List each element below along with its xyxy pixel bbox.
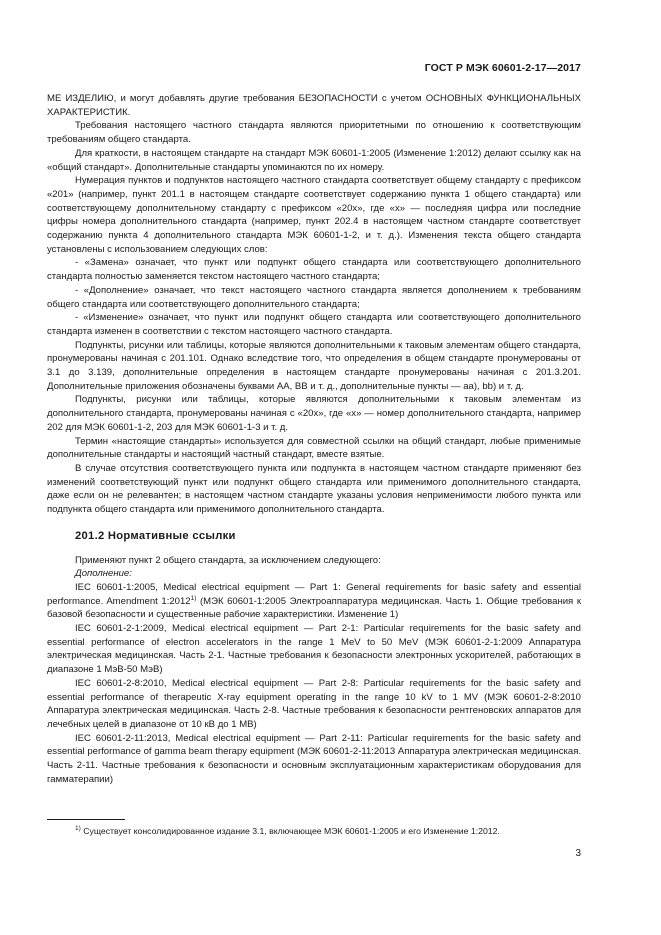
paragraph: Подпункты, рисунки или таблицы, которые являются дополнительными к таковым элементам из дополнительного стандарта, пронумерованы начиная с «20x», где «x» — номер дополнительного стандарта, например 202 для МЭК 60601-1-2, 203 для МЭК 60601-1-3 и т. д. [47,394,581,433]
reference-text: (МЭК 60601-1:2005 Электроаппаратура медицинская. Часть 1. Общие требования к базовой безопасности и существенные рабочие характеристики. Изменение 1) [47,595,582,621]
list-item: - «Дополнение» означает, что текст настоящего частного стандарта является дополнением к требованиям общего стандарта или соответствующего дополнительного стандарта; [47,284,581,310]
footnote-divider [47,819,125,820]
paragraph: Требования настоящего частного стандарта являются приоритетными по отношению к соответствующим требованиям общего стандарта. [47,120,581,146]
paragraph: Нумерация пунктов и подпунктов настоящего частного стандарта соответствует общему стандарту с префиксом «201» (например, пункт 201.1 в настоящем стандарте соответствует содержанию пункта 1 общего стандарта) или соответствующему дополнительному стандарту с префиксом «20x», где «x» — последняя цифра или последние цифры номера дополнительного стандарта (например, пункт 202.4 в настоящем частном стандарте соответствует содержанию пункта 4 дополнительного стандарта МЭК 60601-1-2, и т. д.). Изменения текста общего стандарта установлены с использованием следующих слов: [47,175,581,255]
footnote-marker: 1) [190,594,197,602]
reference-text: IEC 60601-1:2005, Medical electrical equipment — Part 1: General requirements for basic safety and essential performance. Amendment 1:2012 [47,581,581,607]
footnote-text: Существует консолидированное издание 3.1, включающее МЭК 60601-1:2005 и его Изменение 1:2012. [83,826,500,836]
section-heading: 201.2 Нормативные ссылки [75,529,236,542]
document-header: ГОСТ Р МЭК 60601-2-17—2017 [424,62,581,74]
normative-reference: IEC 60601-2-8:2010, Medical electrical equipment — Part 2-8: Particular requirements for the basic safety and essential performance of therapeutic X-ray equipment operating in the range 10 kV to 1 MV (МЭК 60601-2-8:2010 Аппаратура электрическая медицинская. Часть 2-8. Частные требования к безопасности рентгеновских аппаратов для лечебных целей в диапазоне от 10 кВ до 1 MB) [47,677,581,730]
page-number: 3 [575,848,581,859]
list-item: - «Замена» означает, что пункт или подпункт общего стандарта или соответствующего дополнительного стандарта полностью заменяется текстом настоящего частного стандарта; [47,257,581,283]
paragraph: В случае отсутствия соответствующего пункта или подпункта в настоящем частном стандарте применяют без изменений соответствующий пункт или подпункт общего стандарта или применимого дополнительного стандарта, даже если он не релевантен; в настоящем частном стандарте указаны условия неприменимости любого пункта или подпункта общего стандарта или применимого дополнительного стандарта. [47,462,581,516]
addition-label: Дополнение: [75,568,132,580]
paragraph: Термин «настоящие стандарты» используется для совместной ссылки на общий стандарт, любые применимые дополнительные стандарты и настоящий частный стандарт, вместе взятые. [47,435,581,461]
list-item: - «Изменение» означает, что пункт или подпункт общего стандарта или соответствующего дополнительного стандарта изменен в соответствии с текстом настоящего частного стандарта. [47,312,581,337]
footnote [75,825,581,837]
footnote-marker: 1) [75,825,81,833]
normative-reference: IEC 60601-2-1:2009, Medical electrical equipment — Part 2-1: Particular requirements for the basic safety and essential performance of electron accelerators in the range 1 MeV to 50 MeV (МЭК 60601-2-1:2009 Аппаратура электрическая медицинская. Часть 2-1. Частные требования к безопасности электронных ускорителей, работающих в диапазоне 1 МэВ-50 МэВ) [47,623,581,676]
section-intro: Применяют пункт 2 общего стандарта, за исключением следующего: [75,554,381,566]
paragraph: Подпункты, рисунки или таблицы, которые являются дополнительными к таковым элементам общего стандарта, пронумерованы начиная с 201.101. Однако вследствие того, что определения в общем стандарте пронумерованы от 3.1 до 3.139, дополнительные определения в настоящем стандарте пронумерованы начиная с 201.3.201. Дополнительные приложения обозначены буквами АА, ВВ и т. д., дополнительные пункты — aa), bb) и т. д. [47,339,581,392]
paragraph: Для краткости, в настоящем стандарте на стандарт МЭК 60601-1:2005 (Изменение 1:2012) делают ссылку как на «общий стандарт». Дополнительные стандарты упоминаются по их номеру. [47,147,581,173]
normative-reference: IEC 60601-2-11:2013, Medical electrical equipment — Part 2-11: Particular requirements for the basic safety and essential performance of gamma beam therapy equipment (МЭК 60601-2-11:2013 Аппаратура электрическая медицинская. Часть 2-11. Частные требования к безопасности и основным эксплуатационным характеристикам оборудования для гамматерапии) [47,732,582,785]
paragraph: МЕ ИЗДЕЛИЮ, и могут добавлять другие требования БЕЗОПАСНОСТИ с учетом ОСНОВНЫХ ФУНКЦИОНАЛЬНЫХ ХАРАКТЕРИСТИК. [47,93,581,118]
normative-reference [47,581,581,622]
page-body [47,92,581,786]
